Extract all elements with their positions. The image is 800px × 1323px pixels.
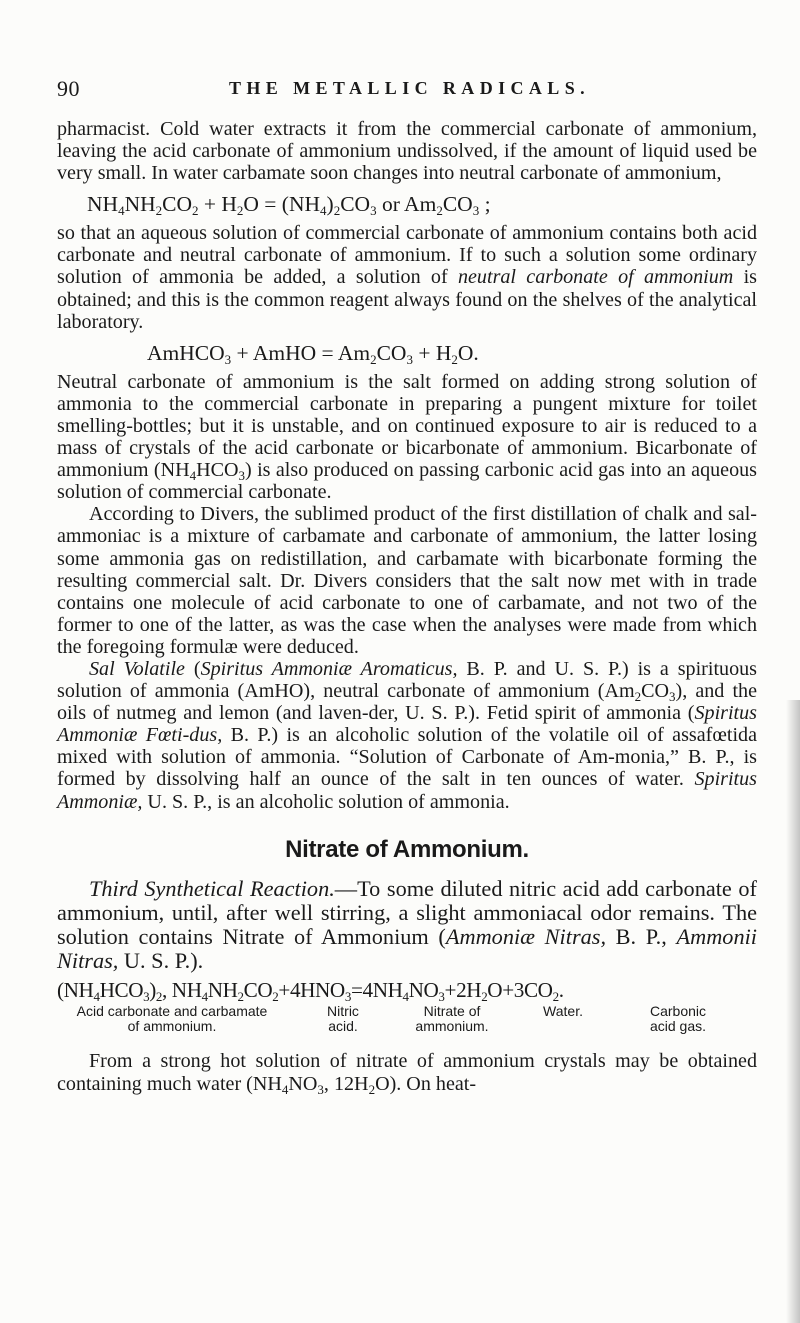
paragraph-4: According to Divers, the sublimed product of the first distillation of chalk and sal-ammoniac is a mixture of carbamate and carbonate of ammonium, the latter losing some ammonia gas on redistillation, and carbamate with bicarbonate forming the resulting commercial salt. Dr. Divers considers that the salt now met with in trade contains one molecule of acid carbonate to one of carbamate, and not two of the former to one of the latter, as was the case when the analyses were made from which the foregoing formulæ were deduced. (57, 503, 757, 658)
equation-carbamate-water: $NH_4NH_2CO_2 + H_2O = (NH_4)_2CO_3$ or $Am_2CO_3$ ; (87, 192, 491, 219)
running-head: THE METALLIC RADICALS. (229, 78, 591, 98)
label-acid-carbonate: Acid carbonate and carbamate of ammonium. (76, 1003, 268, 1035)
page-number: 90 (57, 76, 80, 101)
label-nitric-acid: Nitric acid. (327, 1003, 359, 1035)
paragraph-3: Neutral carbonate of ammonium is the salt formed on adding strong solution of ammonia to the commercial carbonate in preparing a pungent mixture for toilet smelling-bottles; but it is unstable, and on continued exposure to air is reduced to a mass of crystals of the acid carbonate or bicarbonate of ammonium. Bicarbonate of ammonium $(NH_4HCO_3)$ is also produced on passing carbonic acid gas into an aqueous solution of commercial carbonate. (57, 370, 757, 504)
page-edge-shadow (786, 700, 800, 1323)
paragraph-6: Third Synthetical Reaction.—To some diluted nitric acid add carbonate of ammonium, until, after well stirring, a slight ammoniacal odor remains. The solution contains Nitrate of Ammonium (Ammoniæ Nitras, B. P., Ammonii Nitras, U. S. P.). (57, 875, 757, 974)
page-header (57, 76, 757, 102)
label-nitrate: Nitrate of ammonium. (415, 1003, 489, 1035)
paragraph-1: pharmacist. Cold water extracts it from the commercial carbonate of ammonium, leaving the acid carbonate of ammonium undissolved, if the amount of liquid used be very small. In water carbamate soon changes into neutral carbonate of ammonium, (57, 118, 757, 185)
section-title: Nitrate of Ammonium. (285, 835, 529, 863)
paragraph-5: Sal Volatile (Spiritus Ammoniæ Aromaticus, B. P. and U. S. P.) is a spirituous solution of ammonia (AmHO), neutral carbonate of ammonium $(Am_2CO_3)$, and the oils of nutmeg and lemon (and laven-der, U. S. P.). Fetid spirit of ammonia (Spiritus Ammoniæ Fœti-dus, B. P.) is an alcoholic solution of the volatile oil of assafœtida mixed with solution of ammonia. “Solution of Carbonate of Am-monia,” B. P., is formed by dissolving half an ounce of the salt in ten ounces of water. Spiritus Ammoniæ, U. S. P., is an alcoholic solution of ammonia. (57, 657, 758, 813)
paragraph-7: From a strong hot solution of nitrate of ammonium crystals may be obtained containing much water ($NH_4NO_3$, $12H_2O$). On heat- (57, 1050, 757, 1097)
paragraph-2: so that an aqueous solution of commercial carbonate of ammonium contains both acid carbonate and neutral carbonate of ammonium. If to such a solution some ordinary solution of ammonia be added, a solution of neutral carbonate of ammonium is obtained; and this is the common reagent always found on the shelves of the analytical laboratory. (57, 222, 757, 333)
equation-neutral-carbonate: AmHCO$_3$ + AmHO = $Am_2CO_3 + H_2O$. (147, 340, 479, 367)
equation-nitrate: $(NH_4HCO_3)_2$, $NH_4NH_2CO_2+4HNO_3=4NH_4NO_3+2H_2O+3CO_2$. (57, 978, 564, 1005)
label-water: Water. (543, 1003, 583, 1020)
label-carbonic-acid: Carbonic acid gas. (649, 1003, 707, 1035)
body-text (57, 118, 757, 1095)
equation-labels (57, 1004, 757, 1038)
